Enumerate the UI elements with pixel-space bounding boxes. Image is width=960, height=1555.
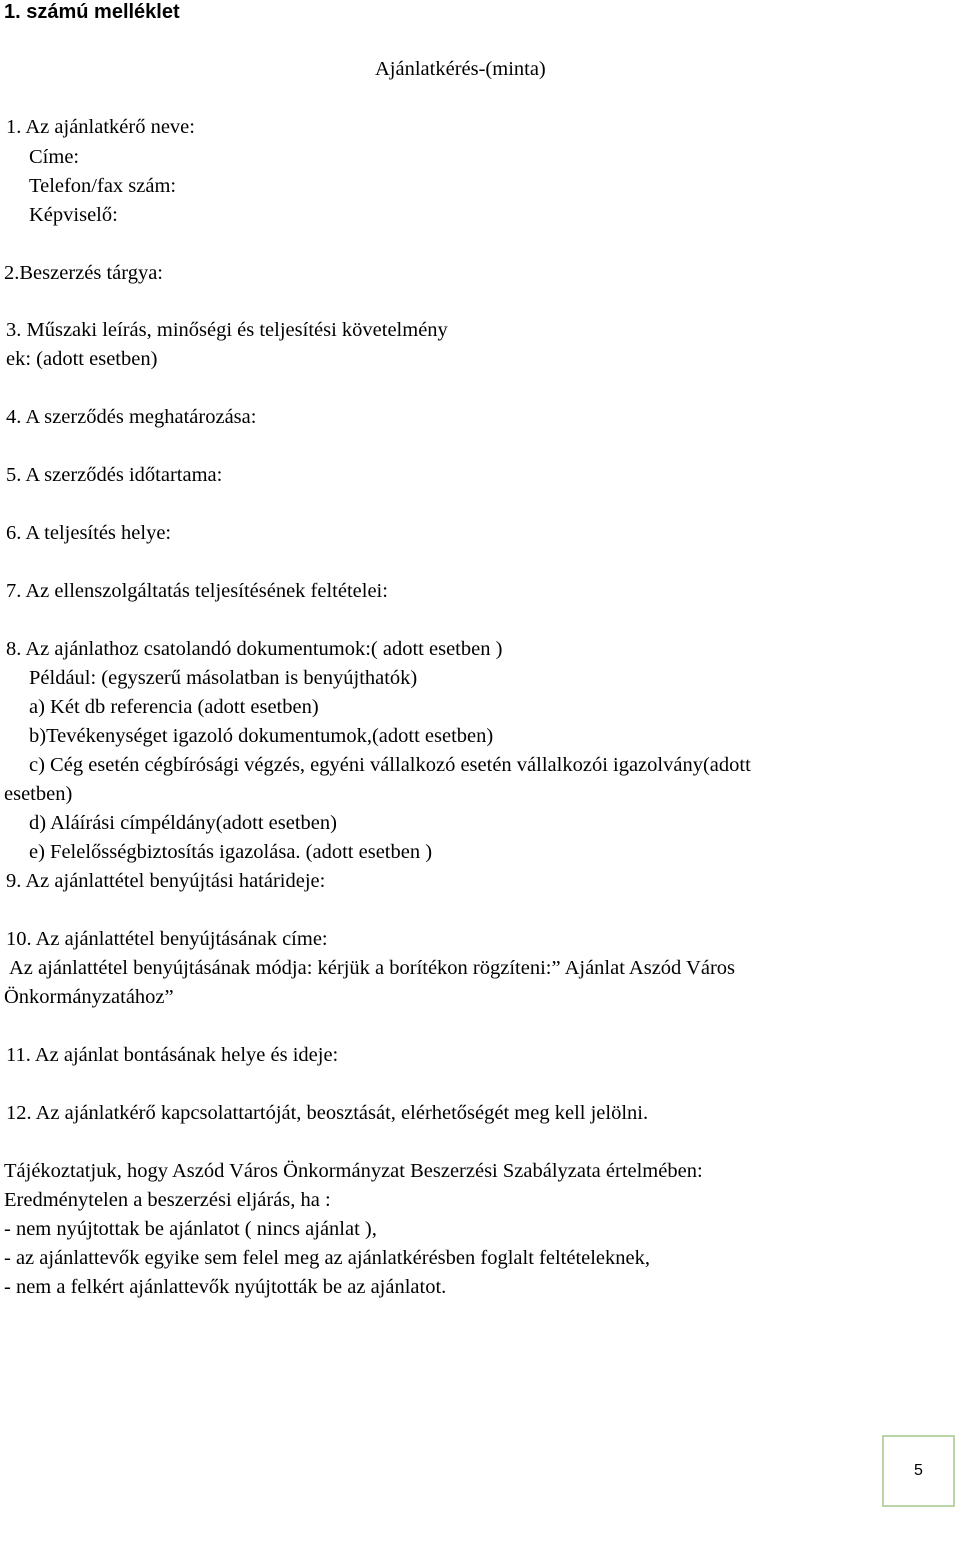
document-title: Ajánlatkérés-(minta) [375,58,546,80]
item-8-c-continuation: esetben) [4,783,73,805]
item-10-method: Az ajánlattétel benyújtásának módja: kérjük a borítékon rögzíteni:” Ajánlat Aszód Város [9,957,736,979]
item-8-c: c) Cég esetén cégbírósági végzés, egyéni vállalkozó esetén vállalkozói igazolvány(adott [29,754,751,776]
item-7-payment-conditions: 7. Az ellenszolgáltatás teljesítésének feltételei: [6,580,388,602]
notice-bullet-1: - nem nyújtottak be ajánlatot ( nincs ajánlat ), [4,1218,377,1240]
item-12-contact: 12. Az ajánlatkérő kapcsolattartóját, beosztását, elérhetőségét meg kell jelölni. [6,1102,649,1124]
item-1-address: Címe: [29,146,80,168]
item-8-documents: 8. Az ajánlathoz csatolandó dokumentumok:( adott esetben ) [6,638,503,660]
item-4-contract-definition: 4. A szerződés meghatározása: [6,406,257,428]
page-number-box [882,1435,955,1507]
page-number: 5 [914,1462,923,1479]
item-8-b: b)Tevékenységet igazoló dokumentumok,(adott esetben) [29,725,494,747]
item-5-contract-duration: 5. A szerződés időtartama: [6,464,223,486]
item-1-representative: Képviselő: [29,204,118,226]
notice-unsuccessful: Eredménytelen a beszerzési eljárás, ha : [4,1189,331,1211]
item-8-e: e) Felelősségbiztosítás igazolása. (adott esetben ) [29,841,433,863]
item-10-address: 10. Az ajánlattétel benyújtásának címe: [6,928,328,950]
item-8-example: Például: (egyszerű másolatban is benyújthatók) [29,667,418,689]
item-3-technical-description: 3. Műszaki leírás, minőségi és teljesítési követelmény [6,319,448,341]
item-1-requester-name: 1. Az ajánlatkérő neve: [6,116,195,138]
notice-intro: Tájékoztatjuk, hogy Aszód Város Önkormányzat Beszerzési Szabályzata értelmében: [4,1160,703,1182]
notice-bullet-3: - nem a felkért ajánlattevők nyújtották be az ajánlatot. [4,1276,447,1298]
item-11-opening: 11. Az ajánlat bontásának helye és ideje: [6,1044,339,1066]
notice-bullet-2: - az ajánlattevők egyike sem felel meg az ajánlatkérésben foglalt feltételeknek, [4,1247,651,1269]
item-3-continuation: ek: (adott esetben) [6,348,158,370]
annex-title: 1. számú melléklet [4,1,180,23]
item-6-place-of-performance: 6. A teljesítés helye: [6,522,172,544]
item-8-d: d) Aláírási címpéldány(adott esetben) [29,812,337,834]
item-2-subject: 2.Beszerzés tárgya: [4,262,163,284]
item-9-deadline: 9. Az ajánlattétel benyújtási határideje: [6,870,326,892]
item-1-phone-fax: Telefon/fax szám: [29,175,177,197]
item-10-method-continuation: Önkormányzatához” [4,986,174,1008]
item-8-a: a) Két db referencia (adott esetben) [29,696,319,718]
